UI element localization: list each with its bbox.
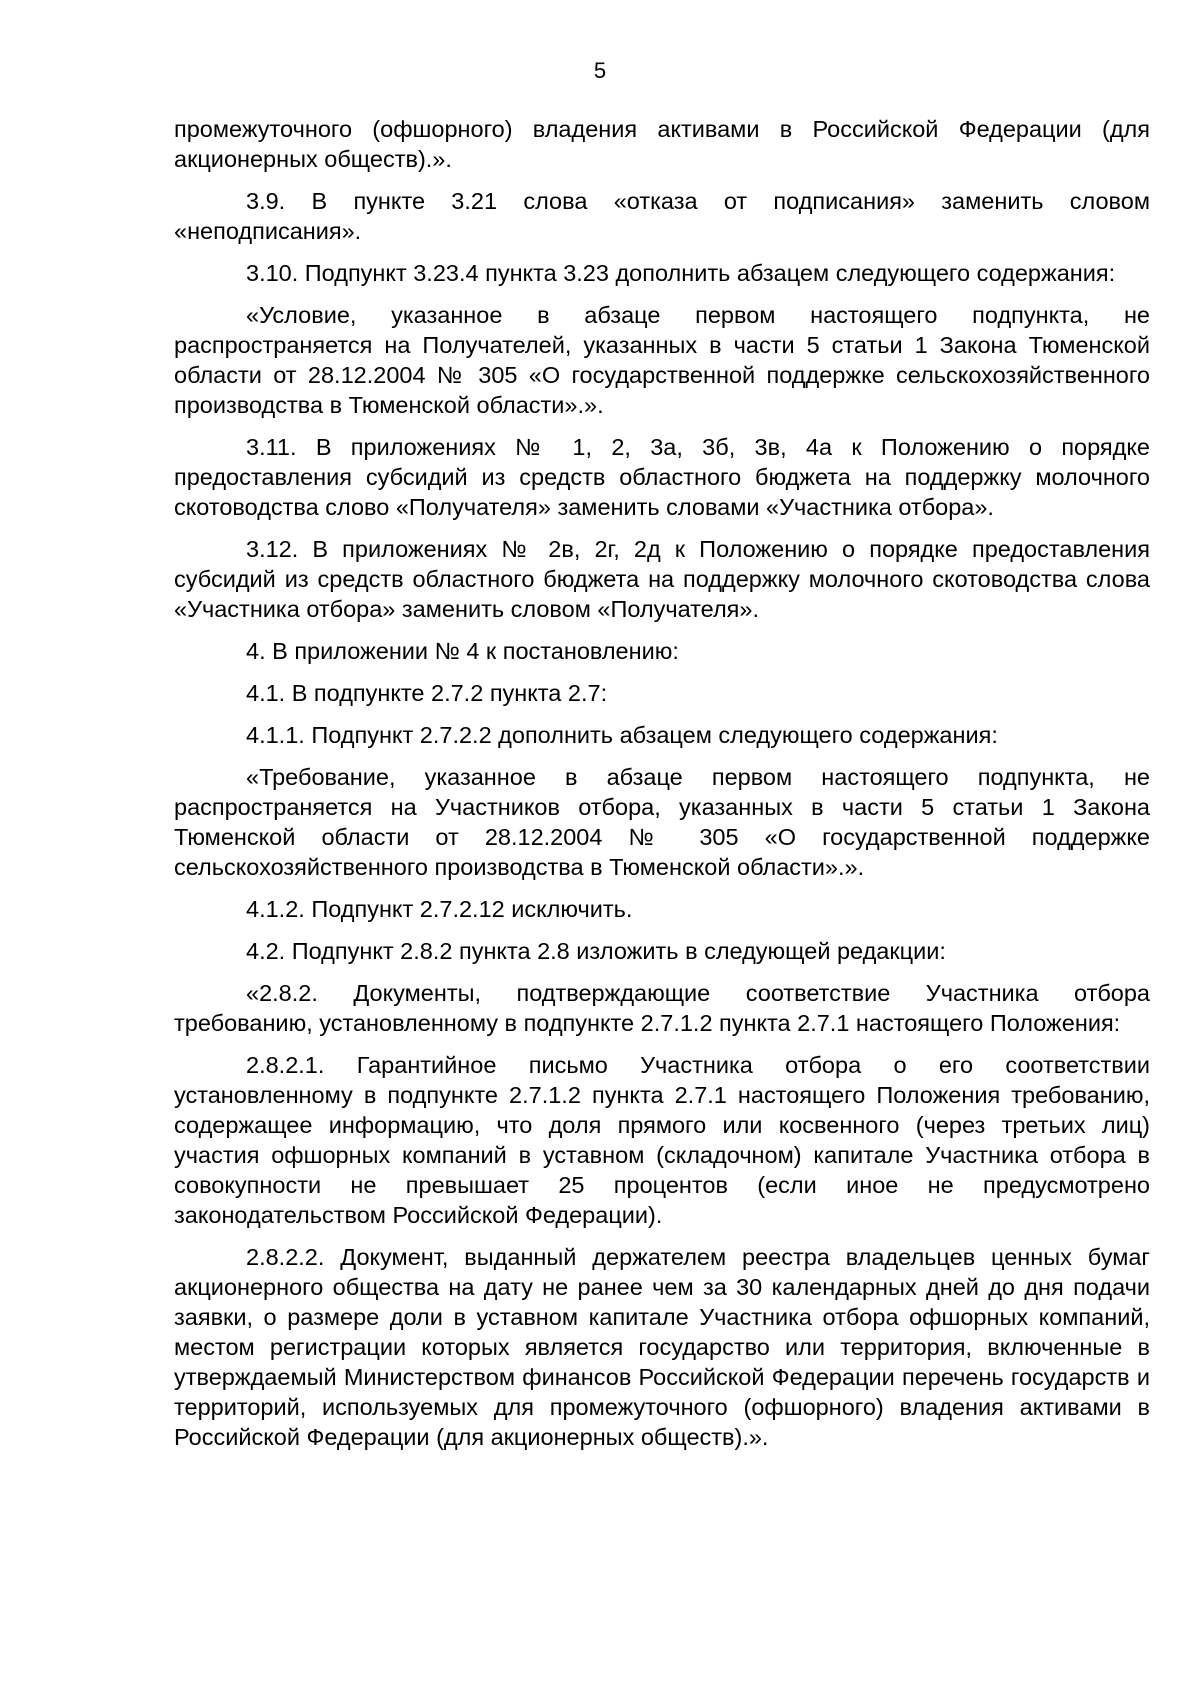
document-body	[174, 114, 1150, 1464]
paragraph-4-1-1: 4.1.1. Подпункт 2.7.2.2 дополнить абзацем следующего содержания:	[246, 722, 998, 748]
paragraph-3-11: 3.11. В приложениях № 1, 2, 3а, 3б, 3в, 4а к Положению о порядке предоставления субсидий из средств областного бюджета на поддержку молочного скотоводства слово «Получателя» заменить словами «Участника отбора».	[174, 434, 1150, 520]
paragraph-4-1: 4.1. В подпункте 2.7.2 пункта 2.7:	[246, 680, 608, 706]
paragraph-3-10: 3.10. Подпункт 3.23.4 пункта 3.23 дополнить абзацем следующего содержания:	[246, 260, 1116, 286]
paragraph-2-8-2-1: 2.8.2.1. Гарантийное письмо Участника отбора о его соответствии установленному в подпункте 2.7.1.2 пункта 2.7.1 настоящего Положения требованию, содержащее информацию, что доля прямого или косвенного (через третьих лиц) участия офшорных компаний в уставном (складочном) капитале Участника отбора в совокупности не превышает 25 процентов (если иное не предусмотрено законодательством Российской Федерации).	[174, 1052, 1150, 1228]
paragraph-3-9: 3.9. В пункте 3.21 слова «отказа от подписания» заменить словом «неподписания».	[174, 188, 1150, 244]
paragraph-4-1-2: 4.1.2. Подпункт 2.7.2.12 исключить.	[246, 896, 633, 922]
paragraph-3-10-quote: «Условие, указанное в абзаце первом настоящего подпункта, не распространяется на Получателей, указанных в части 5 статьи 1 Закона Тюменской области от 28.12.2004 № 305 «О государственной поддержке сельскохозяйственного производства в Тюменской области».».	[174, 302, 1150, 418]
paragraph-2-8-2: «2.8.2. Документы, подтверждающие соответствие Участника отбора требованию, установленному в подпункте 2.7.1.2 пункта 2.7.1 настоящего Положения:	[174, 980, 1150, 1036]
page-number: 5	[593, 58, 607, 83]
paragraph-2-8-2-2: 2.8.2.2. Документ, выданный держателем реестра владельцев ценных бумаг акционерного общества на дату не ранее чем за 30 календарных дней до дня подачи заявки, о размере доли в уставном капитале Участника отбора офшорных компаний, местом регистрации которых является государство или территория, включенные в утверждаемый Министерством финансов Российской Федерации перечень государств и территорий, используемых для промежуточного (офшорного) владения активами в Российской Федерации (для акционерных обществ).».	[174, 1244, 1150, 1450]
paragraph-4-2: 4.2. Подпункт 2.8.2 пункта 2.8 изложить в следующей редакции:	[246, 938, 946, 964]
paragraph-4-1-1-quote: «Требование, указанное в абзаце первом настоящего подпункта, не распространяется на Участников отбора, указанных в части 5 статьи 1 Закона Тюменской области от 28.12.2004 № 305 «О государственной поддержке сельскохозяйственного производства в Тюменской области».».	[174, 764, 1150, 880]
paragraph-continuation: промежуточного (офшорного) владения активами в Российской Федерации (для акционерных обществ).».	[174, 116, 1150, 172]
paragraph-4: 4. В приложении № 4 к постановлению:	[246, 638, 679, 664]
paragraph-3-12: 3.12. В приложениях № 2в, 2г, 2д к Положению о порядке предоставления субсидий из средств областного бюджета на поддержку молочного скотоводства слова «Участника отбора» заменить словом «Получателя».	[174, 536, 1150, 622]
